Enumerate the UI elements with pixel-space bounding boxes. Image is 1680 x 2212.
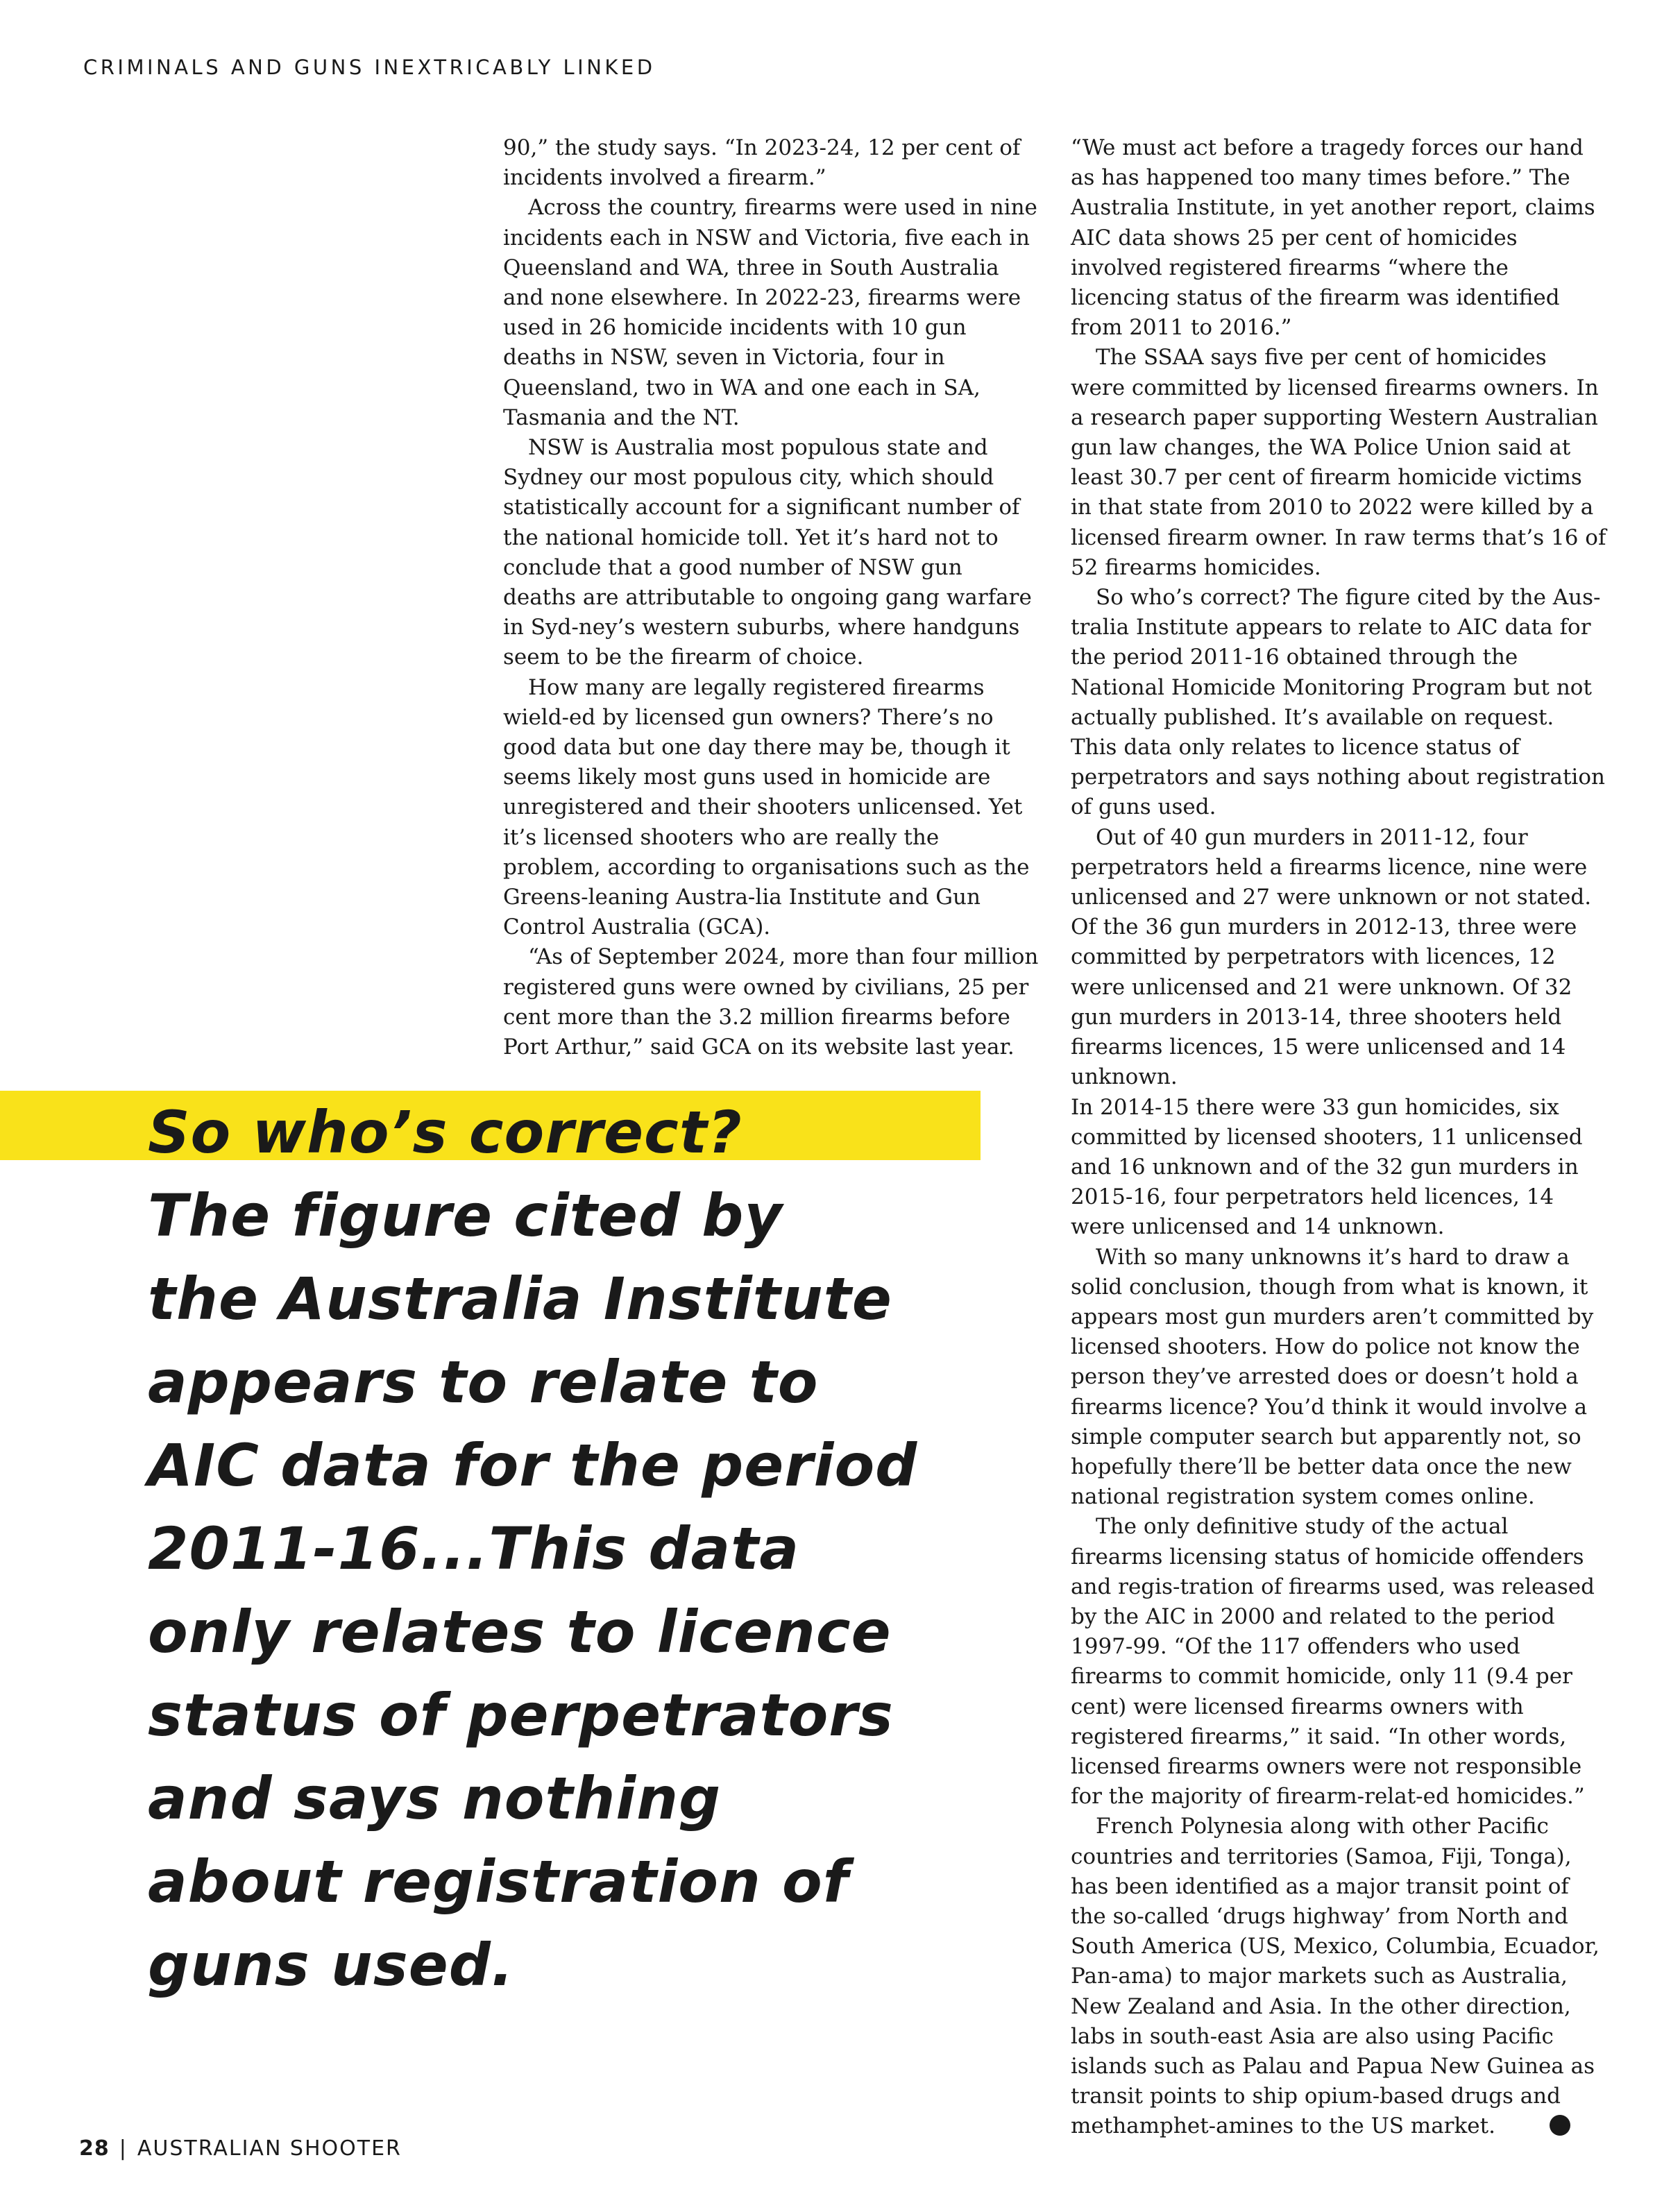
- article-column-middle: [503, 133, 1039, 1062]
- end-of-article-icon: [1550, 2115, 1570, 2136]
- pull-quote: [148, 1091, 1029, 2007]
- footer-separator: |: [119, 2136, 128, 2161]
- paragraph: With so many unknowns it’s hard to draw a solid conclusion, though from what is known, it appears most gun murders aren’t committed by licensed shooters. How do police not know the person they’ve arrested does or doesn’t hold a firearms licence? You’d think it would involve a simple computer search but apparently not, so hopefully there’ll be better data once the new national registration system comes online.: [1071, 1244, 1594, 1510]
- pull-quote-line: AIC data for the period: [148, 1431, 918, 1499]
- pull-quote-line: about registration of: [148, 1848, 849, 1916]
- article-column-right: [1071, 133, 1606, 2142]
- pull-quote-line: status of perpetrators: [148, 1681, 894, 1749]
- paragraph: 90,” the study says. “In 2023-24, 12 per cent of incidents involved a firearm.”: [503, 135, 1021, 191]
- paragraph-final: [1071, 1812, 1606, 2141]
- pull-quote-line: only relates to licence: [148, 1598, 892, 1666]
- pull-quote-line: appears to relate to: [148, 1348, 819, 1416]
- publication-name: AUSTRALIAN SHOOTER: [137, 2136, 402, 2161]
- pull-quote-line: 2011-16...This data: [148, 1515, 800, 1583]
- pull-quote-line: guns used.: [148, 1931, 514, 1999]
- running-head: CRIMINALS AND GUNS INEXTRICABLY LINKED: [83, 56, 656, 79]
- pull-quote-line: The figure cited by: [148, 1182, 783, 1250]
- paragraph: In 2014-15 there were 33 gun homicides, six committed by licensed shooters, 11 unlicensed and 16 unknown and of the 32 gun murders in 2015-16, four perpetrators held licences, 14 were unlicensed and 14 unknown.: [1071, 1094, 1583, 1240]
- page-number: 28: [79, 2136, 110, 2161]
- pull-quote-line: So who’s correct?: [148, 1098, 743, 1166]
- pull-quote-line: and says nothing: [148, 1764, 722, 1832]
- page-footer: [79, 2136, 402, 2161]
- paragraph: So who’s correct? The figure cited by the Aus-tralia Institute appears to relate to AIC data for the period 2011-16 obtained through the National Homicide Monitoring Program but not actually published. It’s available on request. This data only relates to licence status of perpetrators and says nothing about registration of guns used.: [1071, 585, 1605, 820]
- paragraph-text: French Polynesia along with other Pacific countries and territories (Samoa, Fiji, Tonga), has been identified as a major transit point of the so-called ‘drugs highway’ from North and South America (US, Mexico, Columbia, Ecuador, Pan-ama) to major markets such as Australia, New Zealand and Asia. In the other direction, labs in south-east Asia are also using Pacific islands such as Palau and Papua New Guinea as transit points to ship opium-based drugs and methamphet-amines to the US market.: [1071, 1814, 1600, 2139]
- paragraph: Out of 40 gun murders in 2011-12, four perpetrators held a firearms licence, nine were unlicensed and 27 were unknown or not stated. Of the 36 gun murders in 2012-13, three were committed by perpetrators with licences, 12 were unlicensed and 21 were unknown. Of 32 gun murders in 2013-14, three shooters held firearms licences, 15 were unlicensed and 14 unknown.: [1071, 824, 1592, 1090]
- paragraph: The only definitive study of the actual firearms licensing status of homicide offenders and regis-tration of firearms used, was released by the AIC in 2000 and related to the period 1997-99. “Of the 117 offenders who used firearms to commit homicide, only 11 (9.4 per cent) were licensed firearms owners with registered firearms,” it said. “In other words, licensed firearms owners were not responsible for the majority of firearm-relat-ed homicides.”: [1071, 1514, 1595, 1810]
- pull-quote-line: the Australia Institute: [148, 1265, 892, 1333]
- paragraph: “We must act before a tragedy forces our hand as has happened too many times before.” The Australia Institute, in yet another report, claims AIC data shows 25 per cent of homicides involved registered firearms “where the licencing status of the firearm was identified from 2011 to 2016.”: [1071, 135, 1595, 341]
- paragraph: The SSAA says five per cent of homicides were committed by licensed firearms owners. In a research paper supporting Western Australian gun law changes, the WA Police Union said at least 30.7 per cent of firearm homicide victims in that state from 2010 to 2022 were killed by a licensed firearm owner. In raw terms that’s 16 of 52 firearms homicides.: [1071, 345, 1606, 580]
- paragraph: “As of September 2024, more than four million registered guns were owned by civilians, 25 per cent more than the 3.2 million firearms before Port Arthur,” said GCA on its website last year.: [503, 944, 1039, 1060]
- paragraph: How many are legally registered firearms wield-ed by licensed gun owners? There’s no good data but one day there may be, though it seems likely most guns used in homicide are unregistered and their shooters unlicensed. Yet it’s licensed shooters who are really the problem, according to organisations such as the Greens-leaning Austra-lia Institute and Gun Control Australia (GCA).: [503, 674, 1030, 940]
- paragraph: Across the country, firearms were used in nine incidents each in NSW and Victoria, five each in Queensland and WA, three in South Australia and none elsewhere. In 2022-23, firearms were used in 26 homicide incidents with 10 gun deaths in NSW, seven in Victoria, four in Queensland, two in WA and one each in SA, Tasmania and the NT.: [503, 195, 1037, 430]
- paragraph: NSW is Australia most populous state and Sydney our most populous city, which should statistically account for a significant number of the national homicide toll. Yet it’s hard not to conclude that a good number of NSW gun deaths are attributable to ongoing gang warfare in Syd-ney’s western suburbs, where handguns seem to be the firearm of choice.: [503, 435, 1032, 670]
